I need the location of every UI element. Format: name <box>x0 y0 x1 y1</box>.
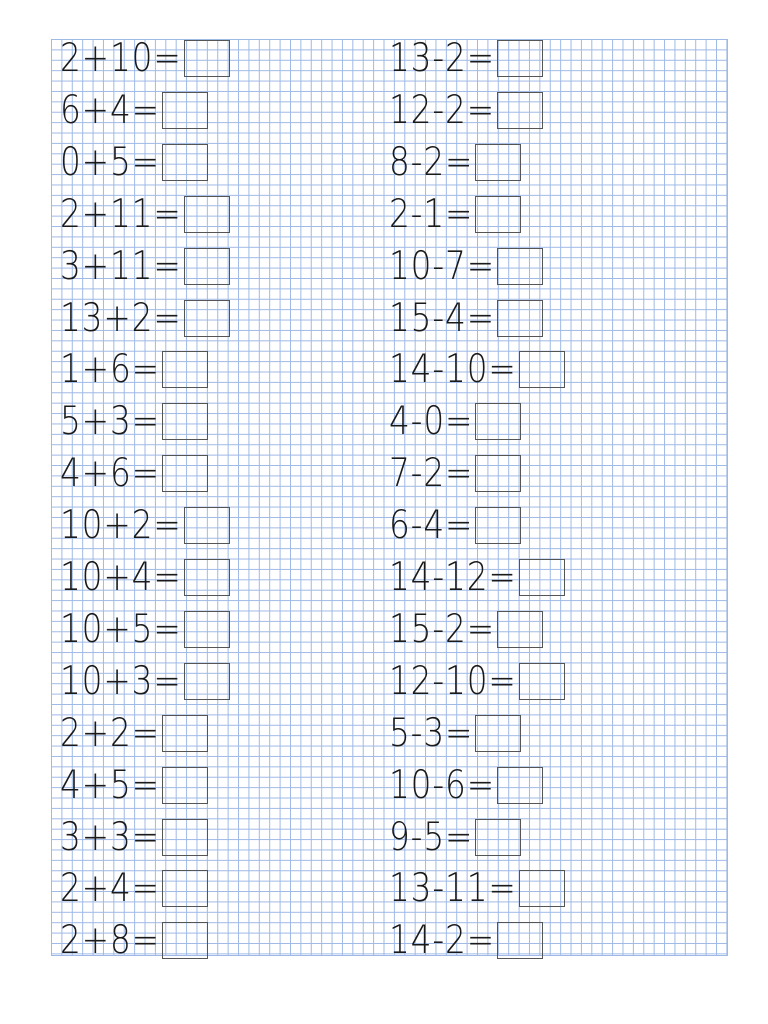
equation-text: 1+6= <box>60 347 160 393</box>
answer-box[interactable] <box>497 611 543 648</box>
answer-box[interactable] <box>184 507 230 544</box>
equation-row <box>389 243 515 289</box>
answer-box[interactable] <box>475 144 521 181</box>
equation-row <box>389 918 515 964</box>
equation-text: 6+4= <box>60 87 160 133</box>
equation-row <box>389 814 489 860</box>
answer-box[interactable] <box>162 922 208 959</box>
equation-text: 2+2= <box>60 710 160 756</box>
equation-text: 7-2= <box>389 451 474 497</box>
equation-row <box>389 710 489 756</box>
answer-box[interactable] <box>519 663 565 700</box>
answer-box[interactable] <box>184 611 230 648</box>
equation-row <box>389 399 489 445</box>
equation-row <box>60 814 179 860</box>
equation-row <box>60 399 179 445</box>
equation-row <box>389 555 541 600</box>
answer-box[interactable] <box>497 92 543 129</box>
equation-text: 5-3= <box>389 710 474 756</box>
equation-text: 13-2= <box>389 36 496 81</box>
equation-row <box>60 710 179 756</box>
equation-row <box>389 658 541 704</box>
equation-row <box>389 451 489 497</box>
answer-box[interactable] <box>162 403 208 440</box>
equation-text: 2+4= <box>60 866 160 912</box>
equation-row <box>389 191 489 237</box>
answer-box[interactable] <box>184 663 230 700</box>
equation-row <box>60 191 205 237</box>
equation-text: 10-6= <box>389 762 496 808</box>
equation-text: 3+11= <box>60 243 182 289</box>
answer-box[interactable] <box>475 819 521 856</box>
equation-text: 0+5= <box>60 139 160 185</box>
answer-box[interactable] <box>184 40 230 77</box>
equation-row <box>60 918 179 964</box>
equation-row <box>60 606 205 652</box>
answer-box[interactable] <box>184 300 230 337</box>
equation-text: 4+5= <box>60 762 160 808</box>
answer-box[interactable] <box>162 144 208 181</box>
answer-box[interactable] <box>184 559 230 596</box>
equation-row <box>60 762 179 808</box>
equation-text: 15-2= <box>389 606 496 652</box>
answer-box[interactable] <box>497 300 543 337</box>
equation-text: 6-4= <box>389 503 474 549</box>
equation-text: 2+8= <box>60 918 160 964</box>
equation-row <box>60 139 179 185</box>
answer-box[interactable] <box>184 248 230 285</box>
equation-text: 4-0= <box>389 399 474 445</box>
answer-box[interactable] <box>162 870 208 907</box>
equation-row <box>389 139 489 185</box>
equation-row <box>60 503 205 549</box>
equation-row <box>60 87 179 133</box>
answer-box[interactable] <box>497 248 543 285</box>
equation-row <box>60 658 205 704</box>
equation-text: 14-2= <box>389 918 496 964</box>
answer-box[interactable] <box>162 92 208 129</box>
equation-text: 10+5= <box>60 606 182 652</box>
answer-box[interactable] <box>497 767 543 804</box>
answer-box[interactable] <box>475 403 521 440</box>
answer-box[interactable] <box>162 767 208 804</box>
equation-row <box>389 762 515 808</box>
grid-paper-worksheet <box>51 36 728 964</box>
equation-text: 10-7= <box>389 243 496 289</box>
answer-box[interactable] <box>162 351 208 388</box>
answer-box[interactable] <box>162 819 208 856</box>
answer-box[interactable] <box>475 507 521 544</box>
equation-row <box>60 866 179 912</box>
equation-text: 5+3= <box>60 399 160 445</box>
equation-text: 3+3= <box>60 814 160 860</box>
answer-box[interactable] <box>475 196 521 233</box>
equation-text: 13-11= <box>389 866 517 912</box>
answer-box[interactable] <box>162 715 208 752</box>
equation-row <box>60 36 205 81</box>
equation-text: 14-10= <box>389 347 517 393</box>
equation-text: 4+6= <box>60 451 160 497</box>
answer-box[interactable] <box>162 455 208 492</box>
equation-row <box>389 866 541 912</box>
equation-row <box>389 606 515 652</box>
answer-box[interactable] <box>475 715 521 752</box>
equation-row <box>389 295 515 341</box>
equation-text: 10+2= <box>60 503 182 549</box>
answer-box[interactable] <box>519 870 565 907</box>
equation-text: 14-12= <box>389 555 517 600</box>
equation-text: 2+10= <box>60 36 182 81</box>
equation-text: 9-5= <box>389 814 474 860</box>
equation-row <box>60 347 179 393</box>
equation-text: 12-10= <box>389 658 517 704</box>
equation-text: 15-4= <box>389 295 496 341</box>
answer-box[interactable] <box>497 922 543 959</box>
answer-box[interactable] <box>497 40 543 77</box>
equation-row <box>60 555 205 600</box>
equation-row <box>60 295 205 341</box>
equation-text: 2+11= <box>60 191 182 237</box>
equation-text: 13+2= <box>60 295 182 341</box>
answer-box[interactable] <box>519 351 565 388</box>
equation-row <box>389 503 489 549</box>
equation-text: 10+4= <box>60 555 182 600</box>
answer-box[interactable] <box>475 455 521 492</box>
equation-text: 8-2= <box>389 139 474 185</box>
equation-text: 10+3= <box>60 658 182 704</box>
equation-row <box>389 347 541 393</box>
equation-text: 2-1= <box>389 191 474 237</box>
equation-row <box>389 36 515 81</box>
equation-row <box>389 87 515 133</box>
equation-row <box>60 451 179 497</box>
answer-box[interactable] <box>184 196 230 233</box>
equation-text: 12-2= <box>389 87 496 133</box>
equation-row <box>60 243 205 289</box>
answer-box[interactable] <box>519 559 565 596</box>
